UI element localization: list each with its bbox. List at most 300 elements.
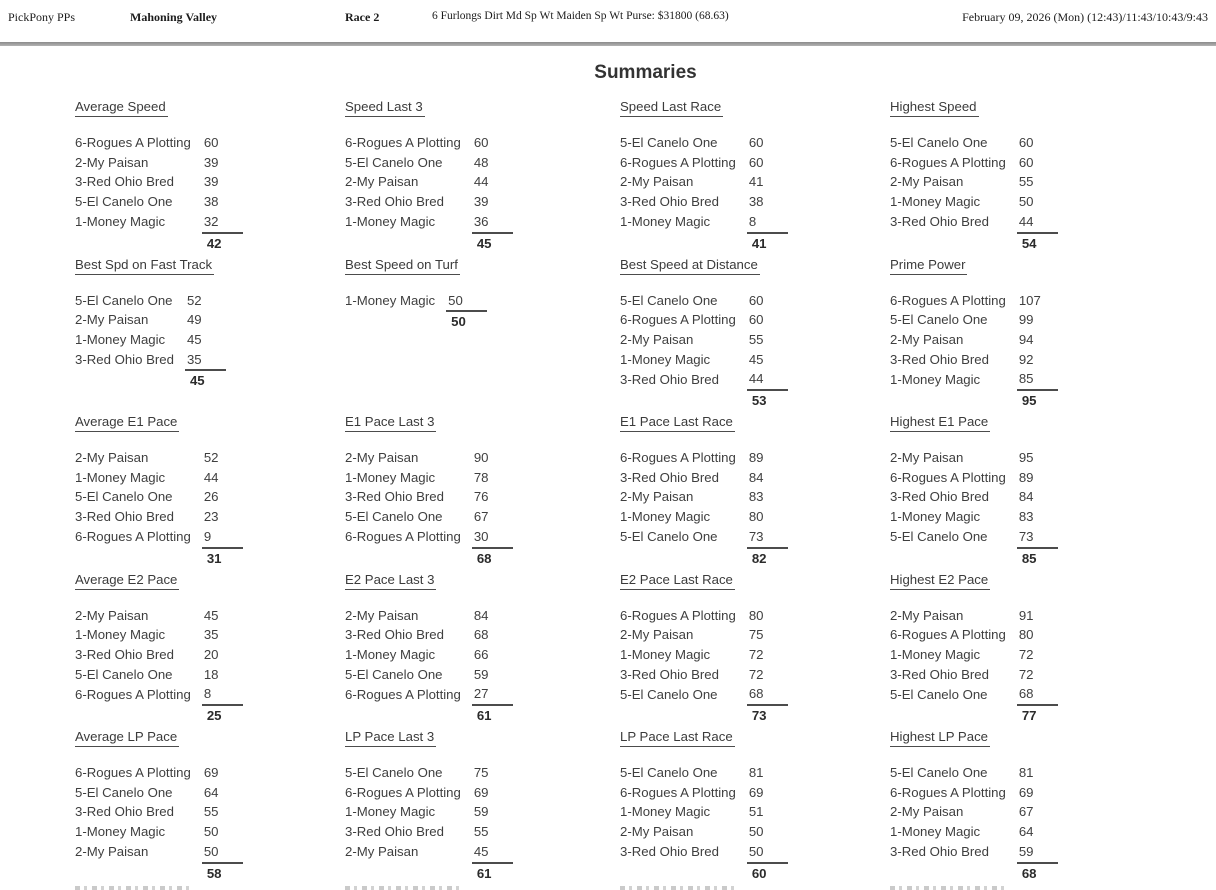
- average-row: [75, 863, 243, 884]
- horse-name: 2-My Paisan: [620, 627, 694, 643]
- rating-value: 68: [473, 627, 489, 643]
- rating-value: 60: [473, 135, 489, 150]
- horse-name: 1-Money Magic: [345, 293, 436, 308]
- rating-value: 72: [748, 666, 764, 682]
- section-table: [75, 606, 243, 726]
- average-row: [345, 863, 513, 884]
- rating-value: 80: [748, 509, 764, 525]
- rating-value: 89: [748, 450, 764, 465]
- horse-name: 5-El Canelo One: [620, 765, 718, 780]
- rating-value: 67: [473, 509, 489, 525]
- average-row: [345, 548, 513, 569]
- summary-section: [620, 728, 890, 883]
- summary-row: [345, 802, 513, 822]
- summary-section: [75, 98, 345, 253]
- average-value: 50: [446, 311, 487, 332]
- average-row: [890, 863, 1058, 884]
- horse-name: 6-Rogues A Plotting: [890, 154, 1006, 170]
- rating-value: 32: [203, 213, 219, 229]
- rating-value: 60: [203, 135, 219, 150]
- rating-value: 60: [748, 135, 764, 150]
- average-value: 25: [202, 705, 243, 726]
- average-row: [620, 233, 788, 254]
- rating-value: 44: [748, 371, 764, 387]
- rating-value: 48: [473, 154, 489, 170]
- horse-name: 2-My Paisan: [345, 174, 419, 190]
- rating-value: 76: [473, 489, 489, 505]
- summary-row: [620, 291, 788, 311]
- average-spacer: [345, 311, 446, 332]
- horse-name: 2-My Paisan: [890, 331, 964, 347]
- rating-value: 50: [203, 843, 219, 859]
- summary-section: [890, 571, 1216, 726]
- average-value: 77: [1017, 705, 1058, 726]
- summary-row: [620, 665, 788, 685]
- rating-value: 84: [1018, 489, 1034, 505]
- track-name: Mahoning Valley: [130, 10, 218, 24]
- horse-name: 5-El Canelo One: [345, 765, 443, 780]
- rating-value: 60: [748, 292, 764, 308]
- average-value: 45: [185, 370, 226, 391]
- section-heading: LP Pace Last 3: [345, 729, 436, 747]
- horse-name: 2-My Paisan: [620, 824, 694, 840]
- summary-row: [890, 665, 1058, 685]
- rating-value: 68: [748, 686, 764, 702]
- rating-value: 69: [748, 784, 764, 800]
- summary-row: [345, 448, 513, 468]
- horse-name: 1-Money Magic: [75, 331, 166, 347]
- next-row-heading-clipped: [345, 886, 463, 890]
- summary-section: [345, 413, 620, 568]
- rating-value: 68: [1018, 686, 1034, 702]
- rating-value: 80: [1018, 627, 1034, 643]
- summary-row: [345, 192, 513, 212]
- average-row: [620, 548, 788, 569]
- rating-value: 9: [203, 528, 212, 544]
- summary-row: [345, 133, 513, 153]
- average-spacer: [75, 548, 202, 569]
- section-heading: E2 Pace Last Race: [620, 572, 735, 590]
- summary-row: [890, 645, 1058, 665]
- summary-section: [620, 413, 890, 568]
- rating-value: 81: [748, 765, 764, 780]
- horse-name: 3-Red Ohio Bred: [620, 844, 719, 860]
- average-spacer: [75, 863, 202, 884]
- average-value: 95: [1017, 390, 1058, 411]
- rating-value: 38: [203, 194, 219, 210]
- summary-row: [620, 625, 788, 645]
- horse-name: 3-Red Ohio Bred: [620, 194, 719, 210]
- horse-name: 6-Rogues A Plotting: [890, 784, 1006, 800]
- summary-row: [75, 802, 243, 822]
- summary-row: [345, 153, 513, 173]
- summary-row: [75, 684, 243, 705]
- horse-name: 6-Rogues A Plotting: [620, 450, 736, 465]
- summary-row: [75, 665, 243, 685]
- summary-row: [890, 527, 1058, 548]
- rating-value: 107: [1018, 292, 1041, 308]
- summary-row: [620, 842, 788, 863]
- rating-value: 60: [748, 312, 764, 328]
- header-divider: [0, 42, 1216, 46]
- rating-value: 69: [1018, 784, 1034, 800]
- horse-name: 3-Red Ohio Bred: [75, 509, 174, 525]
- average-row: [890, 705, 1058, 726]
- horse-name: 2-My Paisan: [75, 844, 149, 860]
- rating-value: 41: [748, 174, 764, 190]
- summary-row: [890, 448, 1058, 468]
- summary-row: [620, 448, 788, 468]
- summary-row: [75, 133, 243, 153]
- rating-value: 49: [186, 312, 202, 328]
- summary-row: [345, 783, 513, 803]
- rating-value: 91: [1018, 607, 1034, 623]
- section-heading: E2 Pace Last 3: [345, 572, 436, 590]
- horse-name: 2-My Paisan: [345, 607, 419, 623]
- rating-value: 95: [1018, 450, 1034, 465]
- horse-name: 3-Red Ohio Bred: [890, 489, 989, 505]
- section-heading: Highest LP Pace: [890, 729, 990, 747]
- summary-row: [890, 172, 1058, 192]
- horse-name: 3-Red Ohio Bred: [890, 666, 989, 682]
- rating-value: 50: [1018, 194, 1034, 210]
- section-table: [620, 133, 788, 253]
- rating-value: 60: [1018, 135, 1034, 150]
- horse-name: 1-Money Magic: [345, 646, 436, 662]
- horse-name: 3-Red Ohio Bred: [620, 469, 719, 485]
- horse-name: 5-El Canelo One: [345, 509, 443, 525]
- rating-value: 50: [748, 824, 764, 840]
- rating-value: 83: [748, 489, 764, 505]
- horse-name: 5-El Canelo One: [75, 292, 173, 308]
- horse-name: 5-El Canelo One: [345, 666, 443, 682]
- summary-row: [75, 842, 243, 863]
- rating-value: 99: [1018, 312, 1034, 328]
- summary-section: [620, 98, 890, 253]
- horse-name: 5-El Canelo One: [890, 312, 988, 328]
- horse-name: 5-El Canelo One: [890, 686, 988, 702]
- horse-name: 3-Red Ohio Bred: [345, 627, 444, 643]
- section-heading: E1 Pace Last 3: [345, 414, 436, 432]
- horse-name: 1-Money Magic: [75, 469, 166, 485]
- section-heading: Average E2 Pace: [75, 572, 179, 590]
- race-conditions: 6 Furlongs Dirt Md Sp Wt Maiden Sp Wt Purse: $31800 (68.63): [432, 10, 729, 22]
- race-number: Race 2: [345, 10, 380, 24]
- horse-name: 5-El Canelo One: [620, 135, 718, 150]
- summary-section: [620, 571, 890, 726]
- horse-name: 3-Red Ohio Bred: [620, 666, 719, 682]
- horse-name: 1-Money Magic: [345, 469, 436, 485]
- horse-name: 6-Rogues A Plotting: [345, 135, 461, 150]
- average-value: 31: [202, 548, 243, 569]
- average-spacer: [75, 705, 202, 726]
- horse-name: 3-Red Ohio Bred: [345, 194, 444, 210]
- summary-row: [620, 527, 788, 548]
- summary-row: [620, 783, 788, 803]
- horse-name: 6-Rogues A Plotting: [890, 627, 1006, 643]
- horse-name: 5-El Canelo One: [890, 765, 988, 780]
- summary-row: [620, 468, 788, 488]
- average-spacer: [345, 548, 472, 569]
- average-row: [620, 390, 788, 411]
- summary-row: [75, 763, 243, 783]
- summary-row: [75, 645, 243, 665]
- horse-name: 2-My Paisan: [620, 174, 694, 190]
- summary-row: [620, 172, 788, 192]
- summary-row: [620, 192, 788, 212]
- summary-row: [890, 606, 1058, 626]
- section-heading: Average E1 Pace: [75, 414, 179, 432]
- summary-row: [75, 291, 226, 311]
- summary-row: [75, 350, 226, 371]
- rating-value: 83: [1018, 509, 1034, 525]
- section-heading: Speed Last 3: [345, 99, 425, 117]
- average-spacer: [75, 370, 185, 391]
- summary-section: [345, 728, 620, 883]
- summary-row: [620, 645, 788, 665]
- summary-row: [75, 527, 243, 548]
- rating-value: 23: [203, 509, 219, 525]
- horse-name: 1-Money Magic: [345, 214, 436, 230]
- section-heading: Speed Last Race: [620, 99, 723, 117]
- summary-section: [890, 98, 1216, 253]
- section-heading: E1 Pace Last Race: [620, 414, 735, 432]
- horse-name: 1-Money Magic: [890, 509, 981, 525]
- summary-row: [345, 606, 513, 626]
- section-heading: Highest E1 Pace: [890, 414, 990, 432]
- horse-name: 3-Red Ohio Bred: [75, 646, 174, 662]
- horse-name: 1-Money Magic: [890, 194, 981, 210]
- summary-row: [620, 310, 788, 330]
- summary-row: [890, 468, 1058, 488]
- summary-row: [345, 212, 513, 233]
- horse-name: 5-El Canelo One: [75, 784, 173, 800]
- horse-name: 2-My Paisan: [75, 312, 149, 328]
- section-table: [75, 448, 243, 568]
- summary-row: [890, 507, 1058, 527]
- rating-value: 8: [748, 213, 757, 229]
- horse-name: 5-El Canelo One: [75, 666, 173, 682]
- average-spacer: [890, 548, 1017, 569]
- rating-value: 85: [1018, 371, 1034, 387]
- horse-name: 6-Rogues A Plotting: [620, 607, 736, 623]
- summary-row: [345, 172, 513, 192]
- section-table: [75, 133, 243, 253]
- summary-row: [890, 369, 1058, 390]
- summary-row: [890, 625, 1058, 645]
- average-row: [75, 370, 226, 391]
- average-value: 45: [472, 233, 513, 254]
- average-row: [345, 233, 513, 254]
- section-table: [345, 606, 513, 726]
- average-spacer: [345, 863, 472, 884]
- rating-value: 64: [203, 784, 219, 800]
- rating-value: 60: [1018, 154, 1034, 170]
- rating-value: 55: [1018, 174, 1034, 190]
- rating-value: 44: [203, 469, 219, 485]
- summary-section: [620, 256, 890, 411]
- rating-value: 73: [1018, 528, 1034, 544]
- summary-row: [890, 310, 1058, 330]
- rating-value: 45: [473, 843, 489, 859]
- section-table: [620, 291, 788, 411]
- section-table: [75, 763, 243, 883]
- average-spacer: [620, 390, 747, 411]
- summary-section: [890, 728, 1216, 883]
- horse-name: 2-My Paisan: [890, 450, 964, 465]
- rating-value: 38: [748, 194, 764, 210]
- summary-row: [620, 822, 788, 842]
- horse-name: 1-Money Magic: [890, 824, 981, 840]
- horse-name: 2-My Paisan: [75, 607, 149, 623]
- average-value: 82: [747, 548, 788, 569]
- horse-name: 5-El Canelo One: [75, 489, 173, 505]
- horse-name: 5-El Canelo One: [620, 292, 718, 308]
- average-value: 41: [747, 233, 788, 254]
- horse-name: 3-Red Ohio Bred: [345, 824, 444, 840]
- rating-value: 69: [473, 784, 489, 800]
- summary-row: [890, 783, 1058, 803]
- section-table: [890, 448, 1058, 568]
- horse-name: 2-My Paisan: [345, 450, 419, 465]
- section-heading: Average LP Pace: [75, 729, 179, 747]
- rating-value: 60: [748, 154, 764, 170]
- app-title: PickPony PPs: [8, 10, 76, 24]
- summary-section: [890, 256, 1216, 411]
- rating-value: 84: [748, 469, 764, 485]
- summary-row: [75, 606, 243, 626]
- average-spacer: [345, 705, 472, 726]
- rating-value: 75: [748, 627, 764, 643]
- rating-value: 78: [473, 469, 489, 485]
- summary-row: [620, 369, 788, 390]
- rating-value: 45: [203, 607, 219, 623]
- horse-name: 3-Red Ohio Bred: [75, 352, 174, 368]
- horse-name: 3-Red Ohio Bred: [620, 371, 719, 387]
- section-table: [890, 291, 1058, 411]
- summary-row: [620, 350, 788, 370]
- summary-row: [890, 212, 1058, 233]
- page-title: Summaries: [594, 62, 697, 83]
- average-row: [620, 705, 788, 726]
- summary-row: [75, 192, 243, 212]
- horse-name: 5-El Canelo One: [75, 194, 173, 210]
- average-row: [890, 548, 1058, 569]
- horse-name: 1-Money Magic: [620, 214, 711, 230]
- rating-value: 73: [748, 528, 764, 544]
- section-heading: Best Speed on Turf: [345, 257, 460, 275]
- rating-value: 75: [473, 765, 489, 780]
- summary-row: [620, 507, 788, 527]
- summary-row: [345, 625, 513, 645]
- average-row: [75, 233, 243, 254]
- horse-name: 5-El Canelo One: [890, 135, 988, 150]
- rating-value: 35: [186, 351, 202, 367]
- race-datetime: February 09, 2026 (Mon) (12:43)/11:43/10:43/9:43: [962, 10, 1208, 24]
- next-row-heading-clipped: [890, 886, 1008, 890]
- summary-row: [75, 212, 243, 233]
- average-spacer: [620, 705, 747, 726]
- rating-value: 50: [748, 843, 764, 859]
- rating-value: 52: [186, 292, 202, 308]
- section-table: [890, 606, 1058, 726]
- horse-name: 6-Rogues A Plotting: [620, 784, 736, 800]
- summary-row: [890, 822, 1058, 842]
- horse-name: 1-Money Magic: [890, 371, 981, 387]
- average-row: [620, 863, 788, 884]
- rating-value: 27: [473, 686, 489, 702]
- summary-section: [890, 413, 1216, 568]
- rating-value: 90: [473, 450, 489, 465]
- horse-name: 1-Money Magic: [890, 646, 981, 662]
- rating-value: 66: [473, 646, 489, 662]
- average-value: 61: [472, 863, 513, 884]
- summary-row: [620, 684, 788, 705]
- summary-row: [75, 468, 243, 488]
- horse-name: 3-Red Ohio Bred: [890, 214, 989, 230]
- average-spacer: [620, 863, 747, 884]
- summary-row: [75, 330, 226, 350]
- average-spacer: [890, 233, 1017, 254]
- section-table: [620, 763, 788, 883]
- average-value: 61: [472, 705, 513, 726]
- rating-value: 44: [1018, 213, 1034, 229]
- horse-name: 6-Rogues A Plotting: [345, 686, 461, 702]
- summary-row: [345, 684, 513, 705]
- horse-name: 1-Money Magic: [620, 646, 711, 662]
- average-spacer: [620, 233, 747, 254]
- average-value: 60: [747, 863, 788, 884]
- summary-row: [890, 684, 1058, 705]
- section-heading: Prime Power: [890, 257, 967, 275]
- horse-name: 1-Money Magic: [620, 804, 711, 820]
- rating-value: 30: [473, 528, 489, 544]
- horse-name: 3-Red Ohio Bred: [890, 351, 989, 367]
- rating-value: 59: [473, 804, 489, 820]
- summary-row: [890, 153, 1058, 173]
- horse-name: 2-My Paisan: [890, 607, 964, 623]
- rating-value: 55: [203, 804, 219, 820]
- summary-row: [620, 487, 788, 507]
- summary-row: [75, 153, 243, 173]
- average-row: [75, 705, 243, 726]
- horse-name: 2-My Paisan: [75, 450, 149, 465]
- horse-name: 6-Rogues A Plotting: [75, 686, 191, 702]
- summary-row: [890, 350, 1058, 370]
- horse-name: 6-Rogues A Plotting: [75, 135, 191, 150]
- rating-value: 64: [1018, 824, 1034, 840]
- section-heading: Best Spd on Fast Track: [75, 257, 214, 275]
- average-spacer: [620, 548, 747, 569]
- horse-name: 2-My Paisan: [620, 331, 694, 347]
- summary-row: [345, 487, 513, 507]
- section-table: [620, 448, 788, 568]
- rating-value: 45: [748, 351, 764, 367]
- horse-name: 1-Money Magic: [75, 824, 166, 840]
- summary-row: [890, 487, 1058, 507]
- rating-value: 36: [473, 213, 489, 229]
- section-table: [75, 291, 226, 392]
- summary-section: [75, 256, 345, 392]
- horse-name: 1-Money Magic: [345, 804, 436, 820]
- horse-name: 6-Rogues A Plotting: [620, 154, 736, 170]
- horse-name: 6-Rogues A Plotting: [345, 784, 461, 800]
- rating-value: 59: [1018, 843, 1034, 859]
- section-table: [620, 606, 788, 726]
- rating-value: 67: [1018, 804, 1034, 820]
- summary-row: [75, 783, 243, 803]
- summary-row: [890, 133, 1058, 153]
